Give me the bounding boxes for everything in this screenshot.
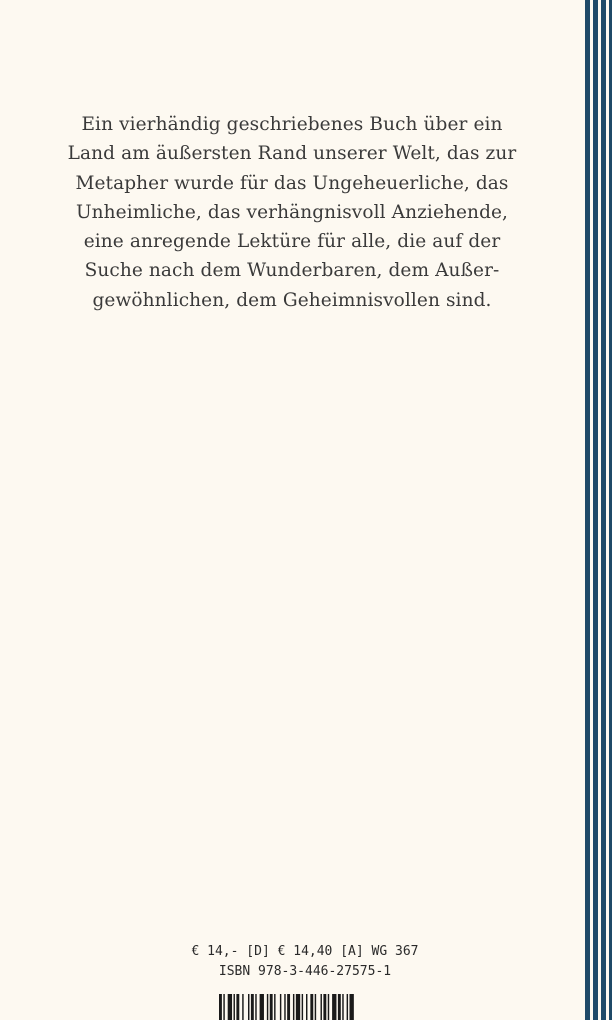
spine-stripe [601,0,606,1020]
blurb-line: Land am äußersten Rand unserer Welt, das zur [67,143,517,165]
spine-stripe [585,0,590,1020]
price-info [180,942,430,982]
blurb-line: eine anregende Lektüre für alle, die auf der [83,231,501,253]
blurb-line: Suche nach dem Wunderbaren, dem Außer- [84,260,500,282]
blurb-line: Unheimliche, das verhängnisvoll Anziehende, [75,201,509,223]
blurb-line: Metapher wurde für das Ungeheuerliche, das [75,172,509,194]
price-text: € 14,- [D] € 14,40 [A] WG 367 [191,944,419,959]
blurb-line: gewöhnlichen, dem Geheimnisvollen sind. [92,289,492,311]
spine-stripe [593,0,598,1020]
blurb-line: Ein vierhändig geschriebenes Buch über ein [81,114,503,135]
isbn-text: ISBN 978-3-446-27575-1 [218,964,392,979]
spine-stripes [584,0,612,1020]
barcode-icon [219,994,393,1020]
blurb-text [52,110,532,315]
